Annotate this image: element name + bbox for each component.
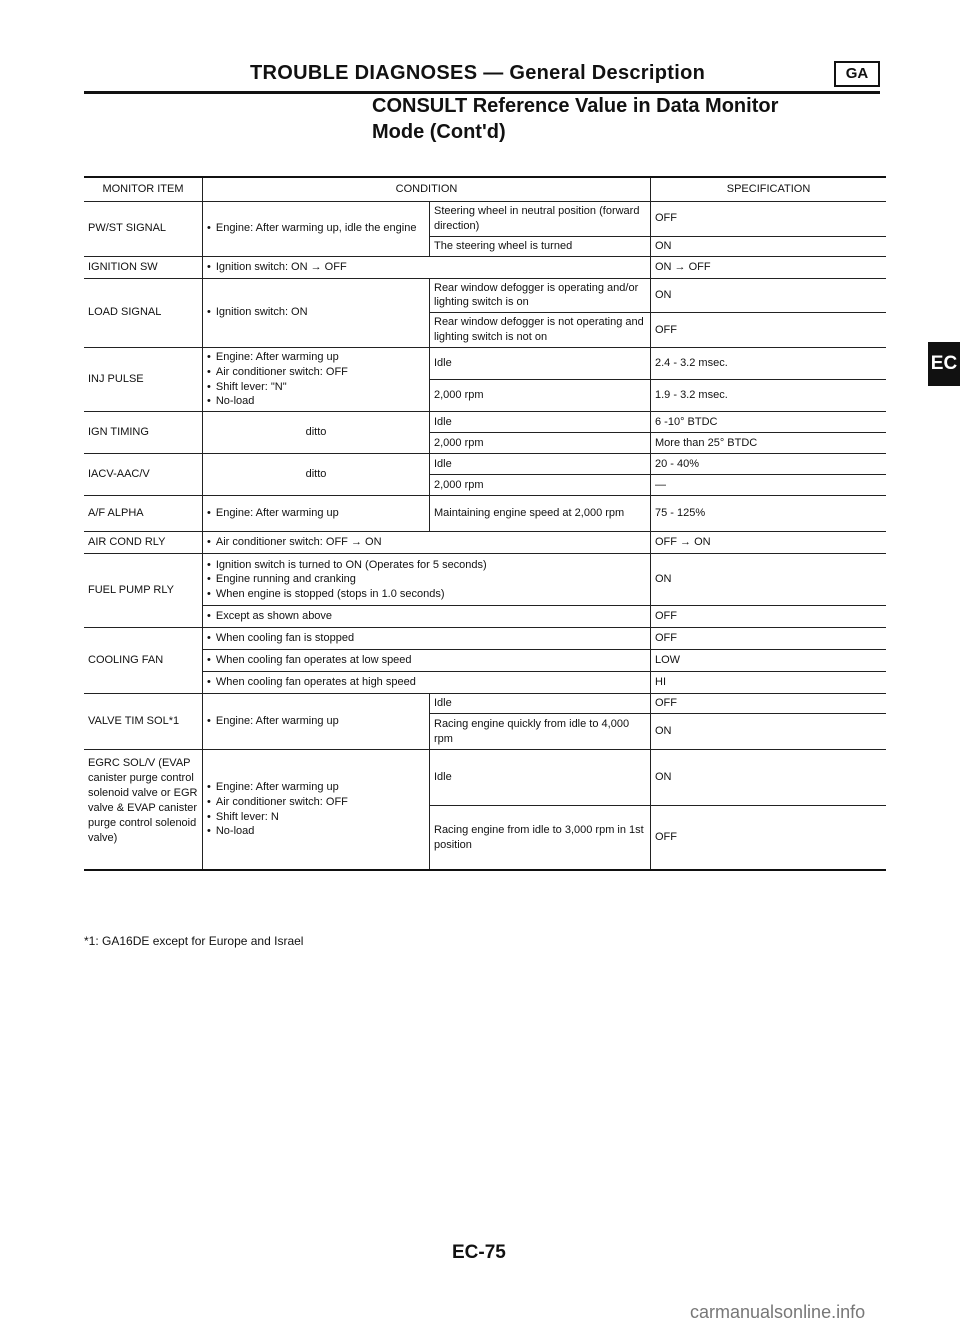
table-row: [84, 412, 886, 433]
reference-value-table: [84, 176, 886, 871]
spec-cell: OFF: [655, 831, 677, 844]
spec-cell: 20 - 40%: [655, 457, 700, 470]
condition-cell: • Engine: After warming up: [203, 496, 430, 532]
condition-cell: • When cooling fan is stopped: [203, 628, 651, 650]
monitor-item-cell: A/F ALPHA: [84, 496, 203, 532]
condition-cell: • Ignition switch: ON → OFF: [203, 256, 651, 278]
table-row: [84, 347, 886, 379]
monitor-item-cell: IACV-AAC/V: [84, 454, 203, 496]
table-row: [84, 750, 886, 806]
spec-cell: OFF: [655, 323, 677, 336]
sub-condition-cell: Racing engine from idle to 3,000 rpm in 1st position: [430, 806, 651, 870]
sub-condition-cell: The steering wheel is turned: [430, 236, 651, 256]
table-header-row: [84, 177, 886, 201]
spec-cell: ON: [655, 573, 672, 586]
subtitle-line-2: Mode (Cont'd): [372, 121, 506, 143]
sub-condition-cell: Steering wheel in neutral position (forward direction): [430, 201, 651, 236]
section-title: TROUBLE DIAGNOSES — General Description: [250, 62, 706, 84]
sub-condition-cell: Maintaining engine speed at 2,000 rpm: [430, 496, 651, 532]
condition-cell: • Engine: After warming up: [203, 694, 430, 750]
spec-cell: OFF: [655, 212, 677, 225]
table-row: [84, 496, 886, 532]
spec-cell: OFF: [655, 610, 677, 623]
sub-condition-cell: Idle: [430, 347, 651, 379]
sub-condition-cell: 2,000 rpm: [430, 475, 651, 496]
sub-condition-cell: Idle: [430, 412, 651, 433]
sub-condition-cell: Idle: [430, 454, 651, 475]
header-rule: [84, 91, 880, 94]
spec-cell: HI: [655, 676, 666, 689]
watermark: carmanualsonline.info: [690, 1302, 866, 1322]
monitor-item-cell: FUEL PUMP RLY: [84, 554, 203, 628]
monitor-item-cell: IGN TIMING: [84, 412, 203, 454]
table-row: [84, 606, 886, 628]
condition-cell: • Ignition switch is turned to ON (Operates for 5 seconds) • Engine running and cranking • When engine is stopped (stops in 1.0 seconds): [203, 554, 651, 606]
condition-cell: • Engine: After warming up • Air conditioner switch: OFF • Shift lever: N • No-load: [203, 750, 430, 870]
table-row: [84, 672, 886, 694]
spec-cell: OFF → ON: [655, 536, 711, 549]
table-row: [84, 201, 886, 236]
table-row: [84, 694, 886, 714]
condition-cell: ditto: [203, 412, 430, 454]
condition-cell: • When cooling fan operates at high speed: [203, 672, 651, 694]
header-condition: CONDITION: [203, 177, 651, 201]
spec-cell: ON: [655, 288, 672, 301]
spec-cell: ON → OFF: [655, 260, 711, 273]
table-row: [84, 554, 886, 606]
section-side-tab: EC: [928, 342, 960, 386]
header-specification: SPECIFICATION: [726, 183, 811, 195]
table-row: [84, 278, 886, 313]
spec-cell: More than 25° BTDC: [655, 436, 758, 449]
spec-cell: 2.4 - 3.2 msec.: [655, 357, 728, 370]
spec-cell: ON: [655, 725, 672, 738]
monitor-item-cell: VALVE TIM SOL*1: [84, 694, 203, 750]
monitor-item-cell: INJ PULSE: [84, 347, 203, 411]
sub-condition-cell: 2,000 rpm: [430, 380, 651, 412]
sub-condition-cell: Rear window defogger is operating and/or lighting switch is on: [430, 278, 651, 313]
header-monitor-item: MONITOR ITEM: [84, 177, 203, 201]
table-row: [84, 532, 886, 554]
condition-cell: • Engine: After warming up • Air conditioner switch: OFF • Shift lever: "N" • No-load: [203, 347, 430, 411]
table-row: [84, 628, 886, 650]
monitor-item-cell: PW/ST SIGNAL: [84, 201, 203, 256]
sub-condition-cell: Idle: [430, 750, 651, 806]
spec-cell: 6 -10° BTDC: [655, 415, 718, 428]
sub-condition-cell: Racing engine quickly from idle to 4,000 rpm: [430, 714, 651, 750]
condition-cell: ditto: [203, 454, 430, 496]
spec-cell: ON: [655, 771, 672, 784]
sub-condition-cell: Rear window defogger is not operating and lighting switch is not on: [430, 313, 651, 348]
spec-cell: OFF: [655, 697, 677, 710]
monitor-item-cell: AIR COND RLY: [84, 532, 203, 554]
spec-cell: —: [655, 478, 666, 491]
spec-cell: ON: [655, 239, 672, 252]
spec-cell: OFF: [655, 632, 677, 645]
condition-cell: • Except as shown above: [203, 606, 651, 628]
monitor-item-cell: EGRC SOL/V (EVAP canister purge control solenoid valve or EGR valve & EVAP canister purge control solenoid valve): [84, 750, 203, 870]
sub-condition-cell: Idle: [430, 694, 651, 714]
sub-condition-cell: 2,000 rpm: [430, 433, 651, 454]
engine-badge: GA: [834, 61, 880, 87]
monitor-item-cell: LOAD SIGNAL: [84, 278, 203, 347]
condition-cell: • Engine: After warming up, idle the engine: [203, 201, 430, 256]
condition-cell: • Ignition switch: ON: [203, 278, 430, 347]
condition-cell: • Air conditioner switch: OFF → ON: [203, 532, 651, 554]
footnote: *1: GA16DE except for Europe and Israel: [84, 934, 304, 948]
monitor-item-cell: IGNITION SW: [84, 256, 203, 278]
spec-cell: LOW: [655, 654, 681, 667]
spec-cell: 75 - 125%: [655, 507, 706, 520]
monitor-item-cell: COOLING FAN: [84, 628, 203, 694]
table-row: [84, 650, 886, 672]
page-number: EC-75: [452, 1242, 506, 1263]
table-row: [84, 256, 886, 278]
condition-cell: • When cooling fan operates at low speed: [203, 650, 651, 672]
subtitle-line-1: CONSULT Reference Value in Data Monitor: [372, 95, 779, 117]
table-row: [84, 454, 886, 475]
spec-cell: 1.9 - 3.2 msec.: [655, 389, 728, 402]
